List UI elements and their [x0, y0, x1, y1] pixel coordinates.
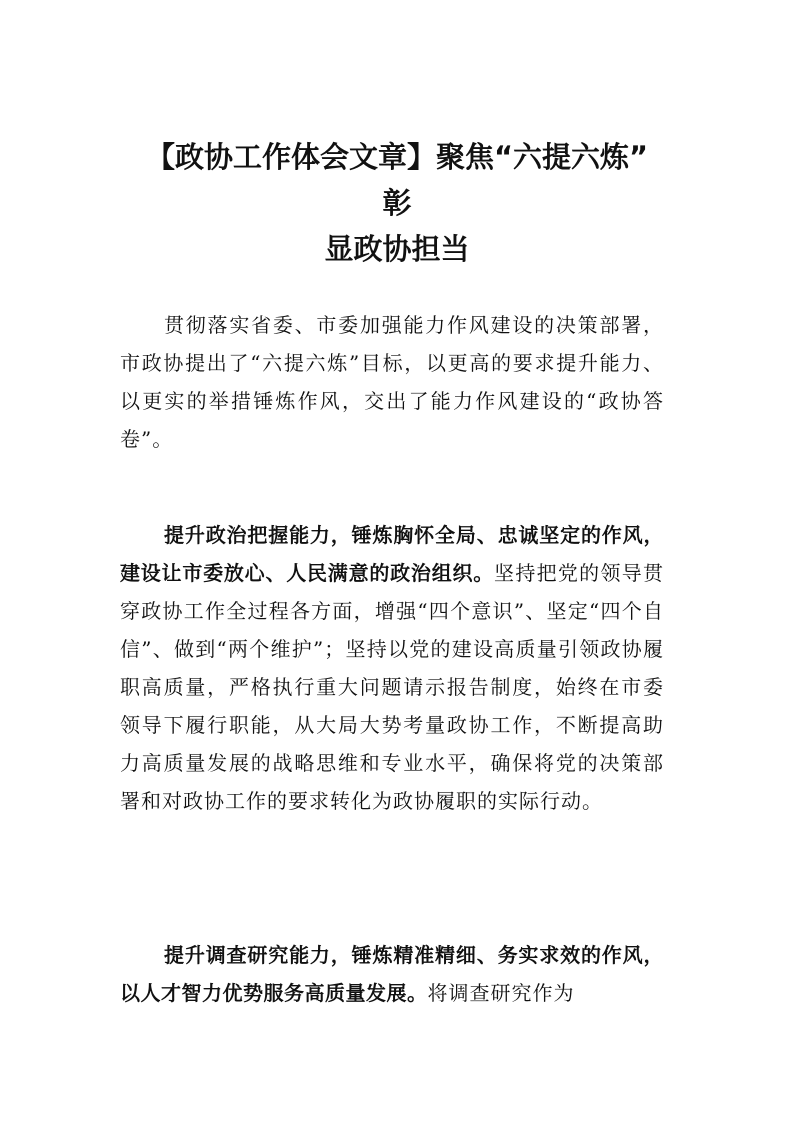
title-line-3: 显政协担当: [324, 232, 470, 266]
paragraph-lead-heading: 提升调查研究能力，锤炼精准精细、务实求效的作风，以人才智力优势服务高质量发展。: [120, 943, 664, 1005]
paragraph-research-ability: [120, 936, 664, 1012]
paragraph-text: [120, 936, 664, 1012]
paragraph-text: [120, 516, 664, 820]
paragraph-lead-heading: 提升政治把握能力，锤炼胸怀全局、忠诚坚定的作风，建设让市委放心、人民满意的政治组织。: [120, 523, 664, 585]
paragraph-body: 将调查研究作为: [427, 981, 575, 1005]
paragraph-intro: [120, 306, 664, 458]
paragraph-text: [120, 306, 664, 458]
paragraph-political-ability: [120, 516, 664, 820]
document-title: [0, 134, 794, 272]
paragraph-body: 坚持把党的领导贯穿政协工作全过程各方面，增强“四个意识”、坚定“四个自信”、做到“两个维护”；坚持以党的建设高质量引领政协履职高质量，严格执行重大问题请示报告制度，始终在市委领导下履行职能，从大局大势考量政协工作，不断提高助力高质量发展的战略思维和专业水平，确保将党的决策部署和对政协工作的要求转化为政协履职的实际行动。: [120, 561, 665, 813]
title-line-2: 彰: [382, 186, 412, 220]
paragraph-body: 贯彻落实省委、市委加强能力作风建设的决策部署，市政协提出了“六提六炼”目标，以更高的要求提升能力、以更实的举措锤炼作风，交出了能力作风建设的“政协答卷”。: [120, 313, 664, 451]
title-line-1: 【政协工作体会文章】聚焦“六提六炼”: [145, 140, 649, 174]
